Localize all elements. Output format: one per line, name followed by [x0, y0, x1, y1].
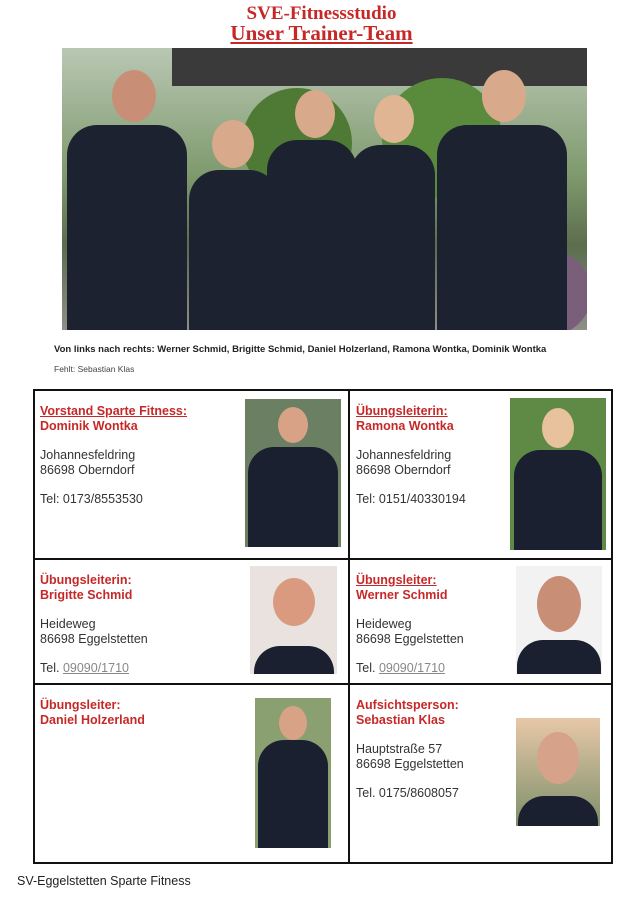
card-city: 86698 Eggelstetten — [40, 632, 148, 646]
trainer-card-ramona — [356, 404, 506, 507]
trainer-card-sebastian — [356, 698, 516, 801]
team-title: Unser Trainer-Team — [230, 21, 413, 45]
card-phone: Tel: 0173/8553530 — [40, 492, 143, 506]
trainer-card-brigitte — [40, 573, 240, 676]
photo-daniel — [255, 698, 331, 848]
photo-werner — [516, 566, 602, 674]
card-phone: Tel. 0175/8608057 — [356, 786, 459, 800]
card-name: Sebastian Klas — [356, 713, 445, 727]
card-role: Übungsleiterin: — [356, 404, 448, 418]
card-role: Übungsleiter: — [356, 573, 437, 587]
phone-link[interactable]: 09090/1710 — [62, 661, 129, 675]
card-city: 86698 Eggelstetten — [356, 757, 464, 771]
card-role: Übungsleiterin: — [40, 573, 132, 587]
card-name: Werner Schmid — [356, 588, 448, 602]
studio-title: SVE-Fitnessstudio — [246, 3, 397, 24]
trainer-card-werner — [356, 573, 511, 676]
photo-dominik — [245, 399, 341, 547]
missing-note: Fehlt: Sebastian Klas — [54, 364, 135, 374]
footer-text: SV-Eggelstetten Sparte Fitness — [17, 874, 191, 888]
card-role: Vorstand Sparte Fitness: — [40, 404, 188, 418]
card-phone: Tel: 0151/40330194 — [356, 492, 466, 506]
card-role: Aufsichtsperson: — [356, 698, 459, 712]
trainer-card-dominik — [40, 404, 240, 507]
trainer-card-daniel — [40, 698, 240, 728]
photo-caption: Von links nach rechts: Werner Schmid, Brigitte Schmid, Daniel Holzerland, Ramona Wontka, Dominik Wontka — [54, 344, 547, 355]
card-phone: Tel. 09090/1710 — [40, 661, 129, 675]
card-phone: Tel. 09090/1710 — [356, 661, 445, 675]
card-name: Daniel Holzerland — [40, 713, 145, 727]
card-name: Dominik Wontka — [40, 419, 138, 433]
card-street: Johannesfeldring — [356, 448, 452, 462]
team-group-photo — [62, 48, 587, 330]
phone-link[interactable]: 09090/1710 — [378, 661, 445, 675]
card-role: Übungsleiter: — [40, 698, 121, 712]
card-street: Heideweg — [40, 617, 96, 631]
card-city: 86698 Oberndorf — [356, 463, 451, 477]
photo-sebastian — [516, 718, 600, 826]
card-street: Heideweg — [356, 617, 412, 631]
card-city: 86698 Eggelstetten — [356, 632, 464, 646]
photo-brigitte — [250, 566, 337, 674]
card-name: Ramona Wontka — [356, 419, 454, 433]
card-name: Brigitte Schmid — [40, 588, 133, 602]
photo-ramona — [510, 398, 606, 550]
card-street: Hauptstraße 57 — [356, 742, 443, 756]
card-city: 86698 Oberndorf — [40, 463, 135, 477]
card-street: Johannesfeldring — [40, 448, 136, 462]
